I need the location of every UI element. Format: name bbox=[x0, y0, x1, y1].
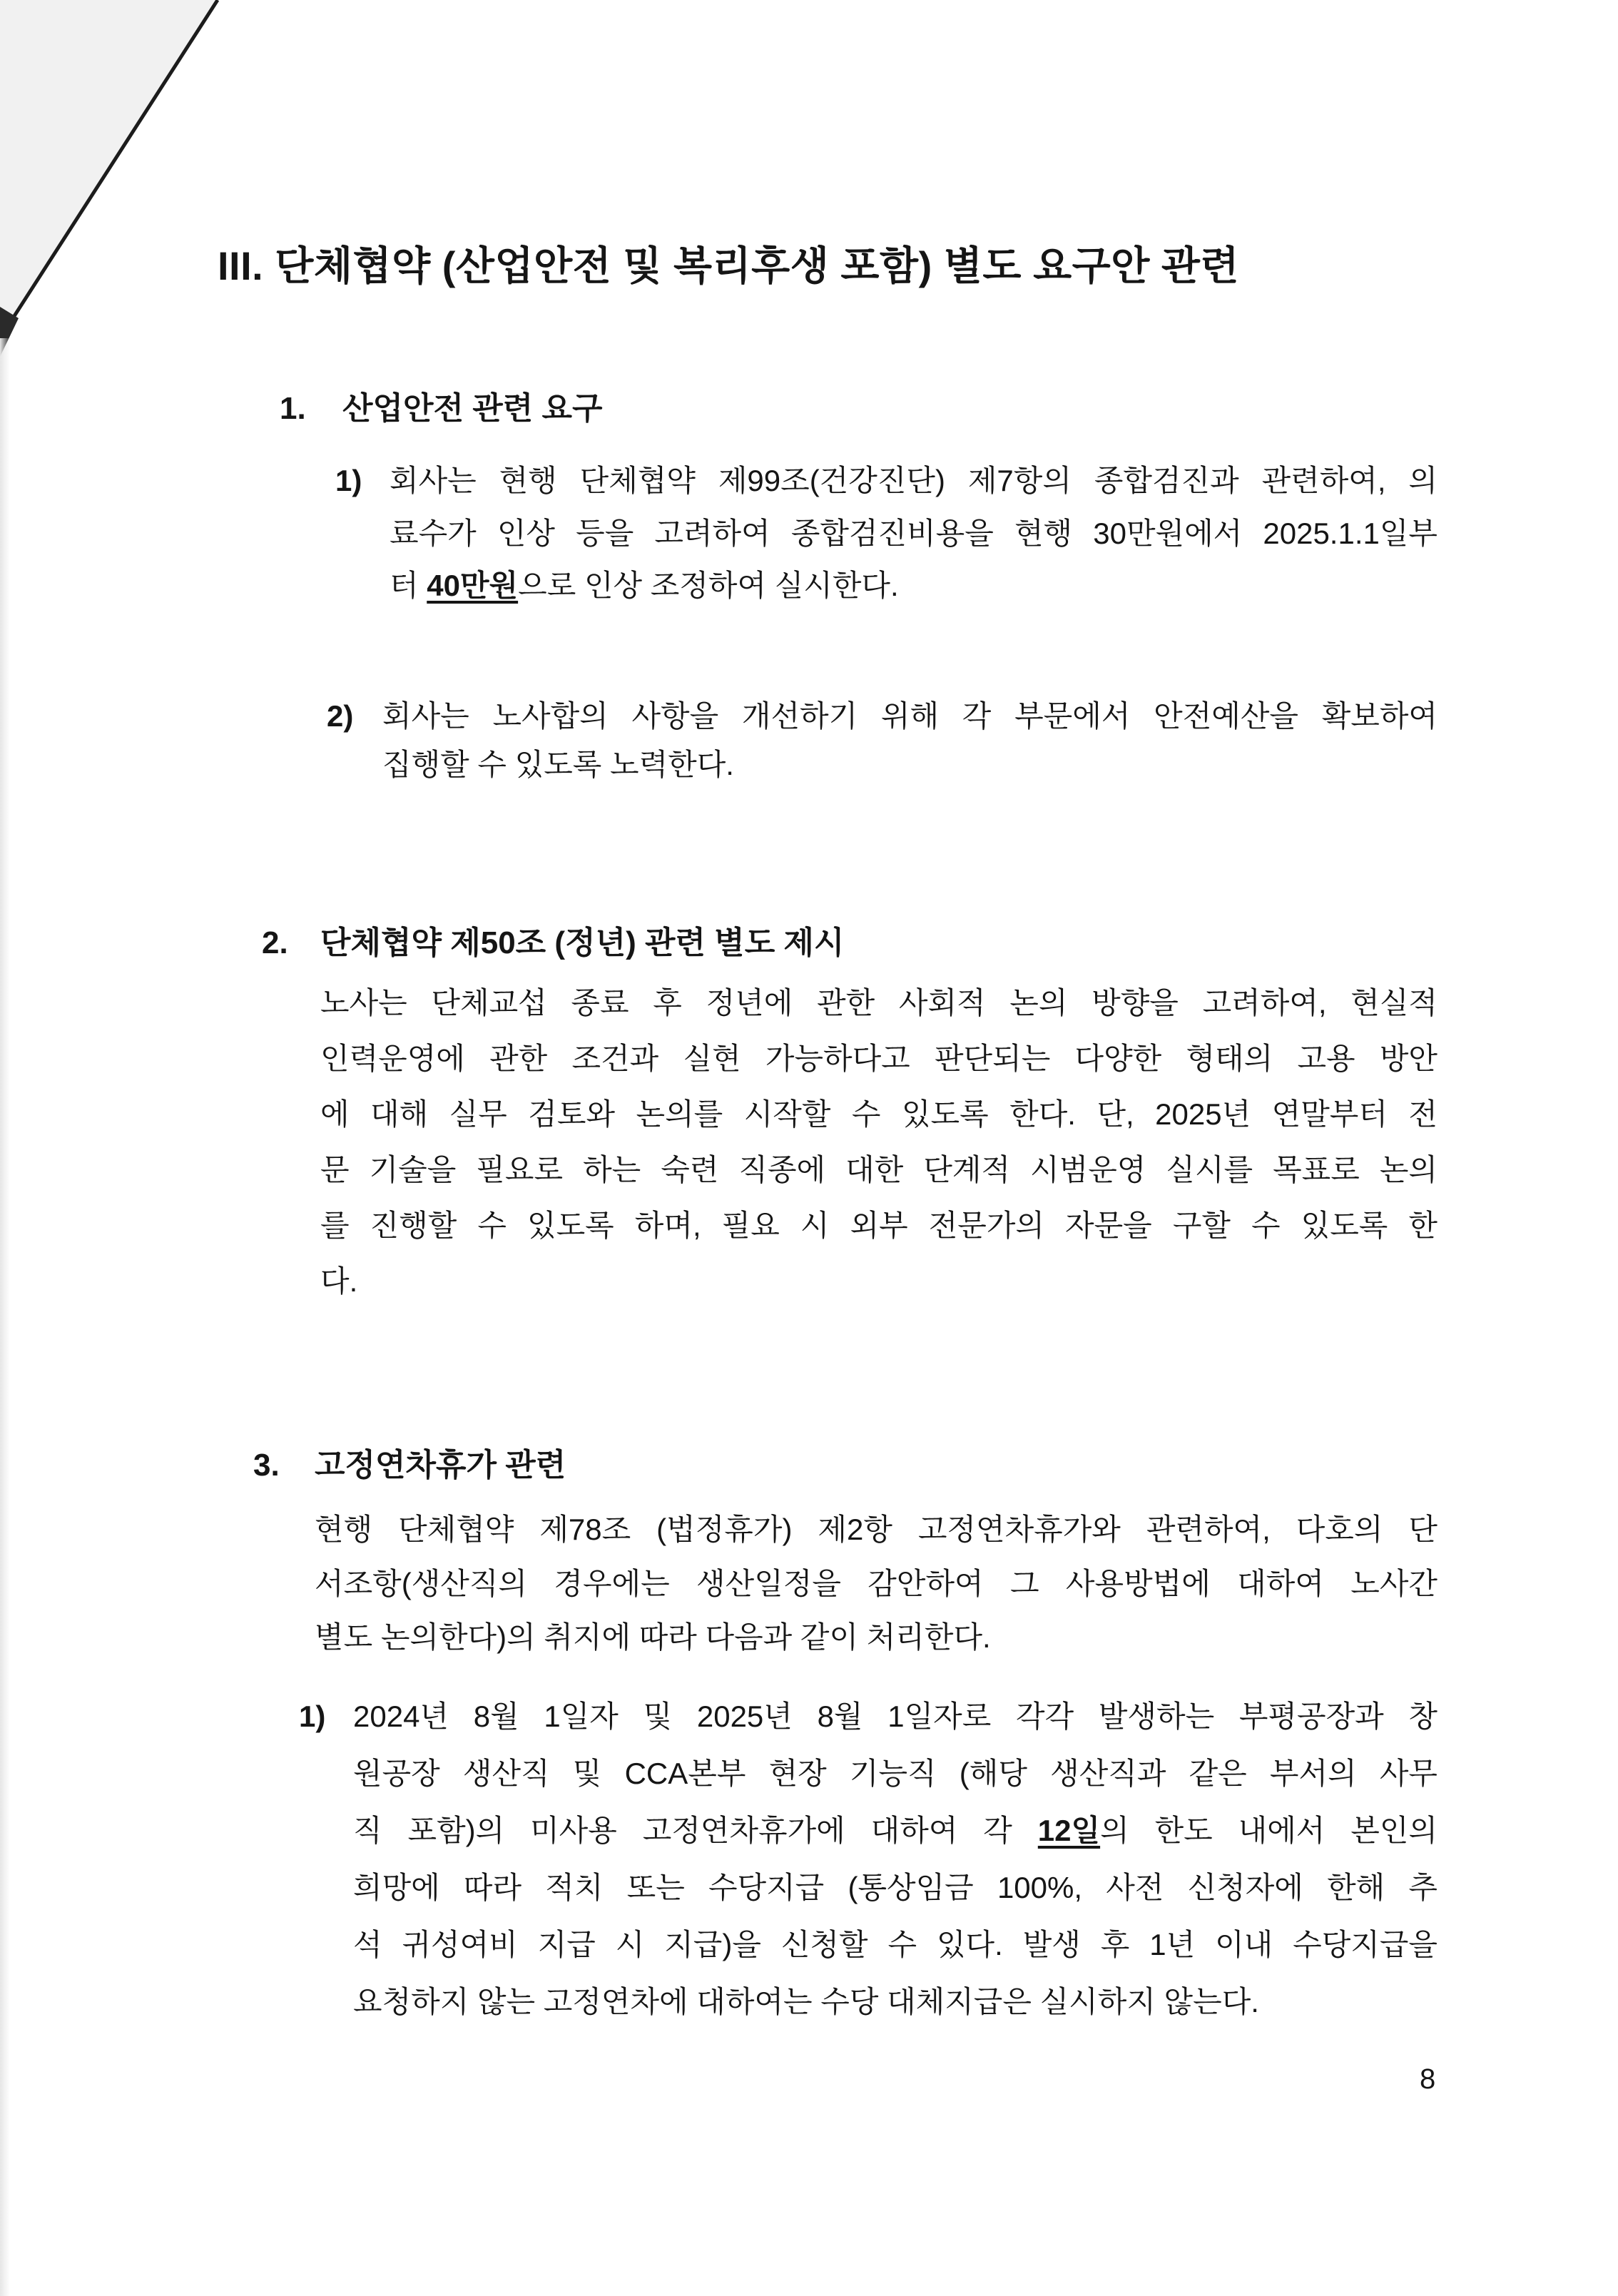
item-text bbox=[353, 1688, 1438, 2031]
text-line: 요청하지 않는 고정연차에 대하여는 수당 대체지급은 실시하지 않는다. bbox=[353, 1985, 1259, 2018]
section-number: 2. bbox=[262, 925, 288, 960]
item-number: 2) bbox=[327, 699, 354, 733]
page-number: 8 bbox=[1420, 2063, 1436, 2095]
section-heading: 산업안전 관련 요구 bbox=[342, 391, 603, 426]
document-title: III. 단체협약 (산업안전 및 복리후생 포함) 별도 요구안 관련 bbox=[218, 243, 1240, 288]
text-segment: 터 bbox=[390, 569, 427, 602]
section-paragraph bbox=[320, 975, 1438, 1309]
text-line bbox=[353, 1802, 1438, 1859]
scan-left-edge bbox=[0, 338, 10, 2296]
text-line: 노사는 단체교섭 종료 후 정년에 관한 사회적 논의 방향을 고려하여, 현실적 bbox=[320, 986, 1438, 1020]
text-line: 별도 논의한다)의 취지에 따라 다음과 같이 처리한다. bbox=[315, 1620, 991, 1654]
text-line: 료수가 인상 등을 고려하여 종합검진비용을 현행 30만원에서 2025.1.1일부 bbox=[390, 516, 1438, 550]
section-paragraph bbox=[315, 1503, 1438, 1665]
section-number: 1. bbox=[280, 391, 306, 426]
item-text bbox=[390, 454, 1438, 612]
item-number: 1) bbox=[299, 1700, 326, 1733]
scan-corner-shadow bbox=[0, 0, 228, 371]
text-line: 문 기술을 필요로 하는 숙련 직종에 대한 단계적 시범운영 실시를 목표로 논의 bbox=[320, 1153, 1438, 1187]
text-segment: 으로 인상 조정하여 실시한다. bbox=[518, 569, 899, 602]
text-line: 집행할 수 있도록 노력한다. bbox=[382, 748, 734, 781]
section-heading: 고정연차휴가 관련 bbox=[315, 1448, 566, 1483]
text-line: 현행 단체협약 제78조 (법정휴가) 제2항 고정연차휴가와 관련하여, 다호의 단 bbox=[315, 1513, 1438, 1546]
emphasized-amount: 40만원 bbox=[427, 569, 519, 602]
text-line: 회사는 현행 단체협약 제99조(건강진단) 제7항의 종합검진과 관련하여, 의 bbox=[390, 464, 1438, 497]
text-line: 희망에 따라 적치 또는 수당지급 (통상임금 100%, 사전 신청자에 한해 추 bbox=[353, 1871, 1438, 1904]
section-number: 3. bbox=[253, 1448, 280, 1483]
item-text bbox=[382, 692, 1438, 789]
emphasized-days: 12일 bbox=[1037, 1814, 1101, 1847]
text-line: 석 귀성여비 지급 시 지급)을 신청할 수 있다. 발생 후 1년 이내 수당지급을 bbox=[353, 1928, 1438, 1961]
text-line: 다. bbox=[320, 1264, 358, 1298]
text-line: 인력운영에 관한 조건과 실현 가능하다고 판단되는 다양한 형태의 고용 방안 bbox=[320, 1042, 1438, 1075]
text-line: 에 대해 실무 검토와 논의를 시작할 수 있도록 한다. 단, 2025년 연말부터 전 bbox=[320, 1097, 1438, 1131]
text-line: 를 진행할 수 있도록 하며, 필요 시 외부 전문가의 자문을 구할 수 있도록 한 bbox=[320, 1209, 1438, 1242]
text-line: 2024년 8월 1일자 및 2025년 8월 1일자로 각각 발생하는 부평공장과 창 bbox=[353, 1700, 1438, 1733]
text-line: 서조항(생산직의 경우에는 생산일정을 감안하여 그 사용방법에 대하여 노사간 bbox=[315, 1566, 1438, 1600]
text-line: 원공장 생산직 및 CCA본부 현장 기능직 (해당 생산직과 같은 부서의 사무 bbox=[353, 1757, 1438, 1790]
section-heading: 단체협약 제50조 (정년) 관련 별도 제시 bbox=[320, 925, 845, 960]
text-segment: 의 한도 내에서 본인의 bbox=[1100, 1814, 1438, 1847]
text-segment: 직 포함)의 미사용 고정연차휴가에 대하여 각 bbox=[353, 1814, 1038, 1847]
text-line bbox=[390, 559, 1438, 612]
text-line: 회사는 노사합의 사항을 개선하기 위해 각 부문에서 안전예산을 확보하여 bbox=[382, 699, 1438, 733]
item-number: 1) bbox=[335, 464, 362, 497]
